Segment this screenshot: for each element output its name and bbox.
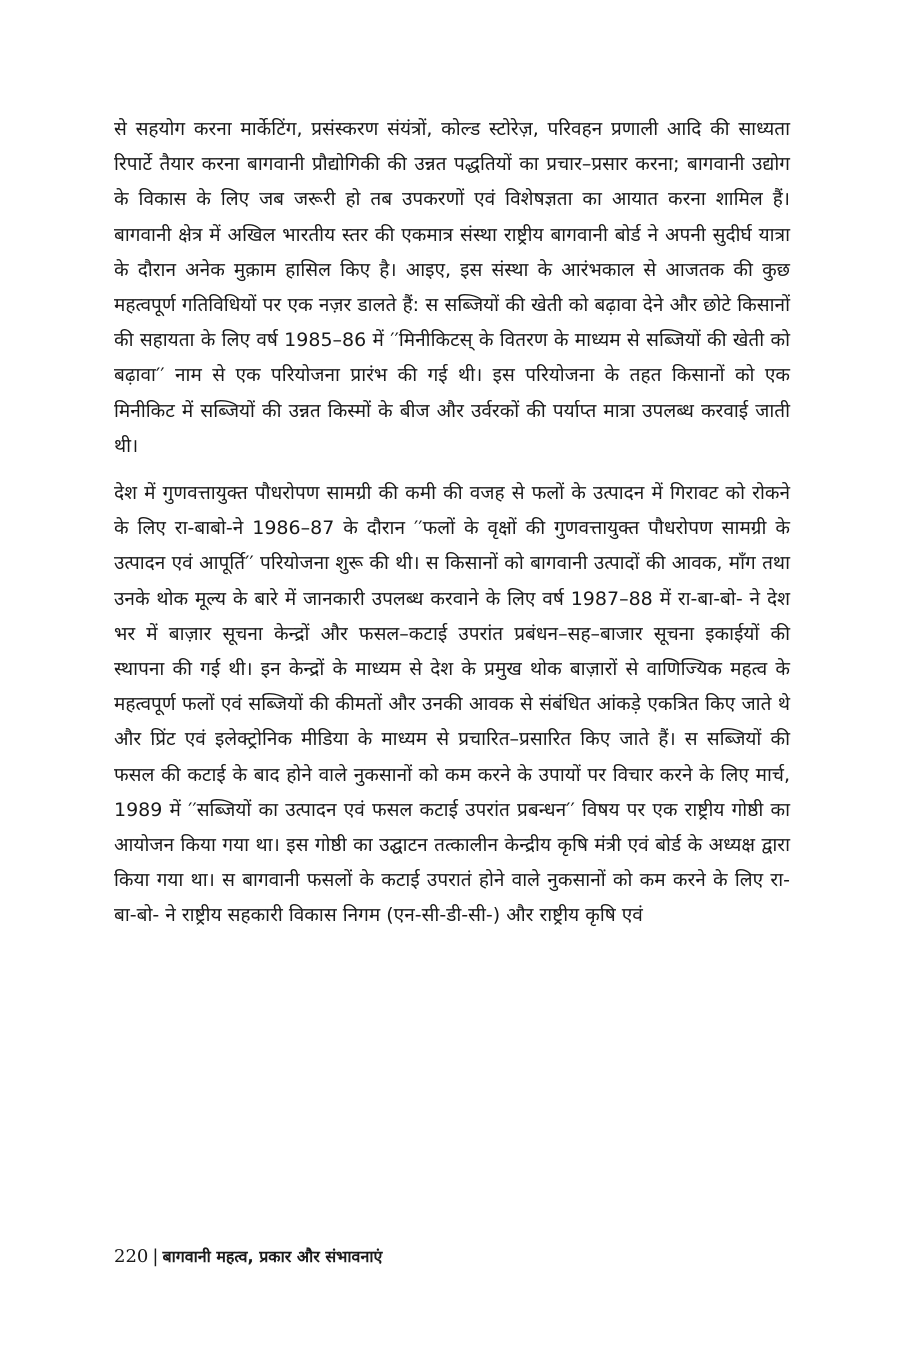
paragraph-1: से सहयोग करना मार्केटिंग, प्रसंस्करण संयंत्रों, कोल्ड स्टोरेज़, परिवहन प्रणाली आदि की साध्यता रिपार्टे तैयार करना बागवानी प्रौद्योगिकी की उन्नत पद्धतियों का प्रचार–प्रसार करना; बागवानी उद्योग के विकास के लिए जब जरूरी हो तब उपकरणों एवं विशेषज्ञता का आयात करना शामिल हैं। बागवानी क्षेत्र में अखिल भारतीय स्तर की एकमात्र संस्था राष्ट्रीय बागवानी बोर्ड ने अपनी सुदीर्घ यात्रा के दौरान अनेक मुक़ाम हासिल किए है। आइए, इस संस्था के आरंभकाल से आजतक की कुछ महत्वपूर्ण गतिविधियों पर एक नज़र डालते हैं: स सब्जियों की खेती को बढ़ावा देने और छोटे किसानों की सहायता के लिए वर्ष 1985–86 में ′′मिनीकिटस् के वितरण के माध्यम से सब्जियों की खेती को बढ़ावा′′ नाम से एक परियोजना प्रारंभ की गई थी। इस परियोजना के तहत किसानों को एक मिनीकिट में सब्जियों की उन्नत किस्मों के बीज और उर्वरकों की पर्याप्त मात्रा उपलब्ध करवाई जाती थी। <box>114 118 790 457</box>
page-number: 220 <box>114 1246 149 1267</box>
footer-separator: | <box>152 1246 159 1267</box>
paragraph-2: देश में गुणवत्तायुक्त पौधरोपण सामग्री की कमी की वजह से फलों के उत्पादन में गिरावट को रोकने के लिए रा-बाबो-ने 1986–87 के दौरान ′′फलों के वृक्षों की गुणवत्तायुक्त पौधरोपण सामग्री के उत्पादन एवं आपूर्ति′′ परियोजना शुरू की थी। स किसानों को बागवानी उत्पादों की आवक, माँग तथा उनके थोक मूल्य के बारे में जानकारी उपलब्ध करवाने के लिए वर्ष 1987–88 में रा-बा-बो- ने देश भर में बाज़ार सूचना केन्द्रों और फसल–कटाई उपरांत प्रबंधन–सह–बाजार सूचना इकाईयों की स्थापना की गई थी। इन केन्द्रों के माध्यम से देश के प्रमुख थोक बाज़ारों से वाणिज्यिक महत्व के महत्वपूर्ण फलों एवं सब्जियों की कीमतों और उनकी आवक से संबंधित आंकड़े एकत्रित किए जाते थे और प्रिंट एवं इलेक्ट्रोनिक मीडिया के माध्यम से प्रचारित–प्रसारित किए जाते हैं। स सब्जियों की फसल की कटाई के बाद होने वाले नुकसानों को कम करने के उपायों पर विचार करने के लिए मार्च, 1989 में ′′सब्जियों का उत्पादन एवं फसल कटाई उपरांत प्रबन्धन′′ विषय पर एक राष्ट्रीय गोष्ठी का आयोजन किया गया था। इस गोष्ठी का उद्घाटन तत्कालीन केन्द्रीय कृषि मंत्री एवं बोर्ड के अध्यक्ष द्वारा किया गया था। स बागवानी फसलों के कटाई उपरातं होने वाले नुकसानों को कम करने के लिए रा-बा-बो- ने राष्ट्रीय सहकारी विकास निगम (एन-सी-डी-सी-) और राष्ट्रीय कृषि एवं <box>114 482 790 927</box>
body-text <box>114 112 790 934</box>
page-footer <box>114 1243 382 1271</box>
book-title: बागवानी महत्व, प्रकार और संभावनाएं <box>162 1247 383 1266</box>
